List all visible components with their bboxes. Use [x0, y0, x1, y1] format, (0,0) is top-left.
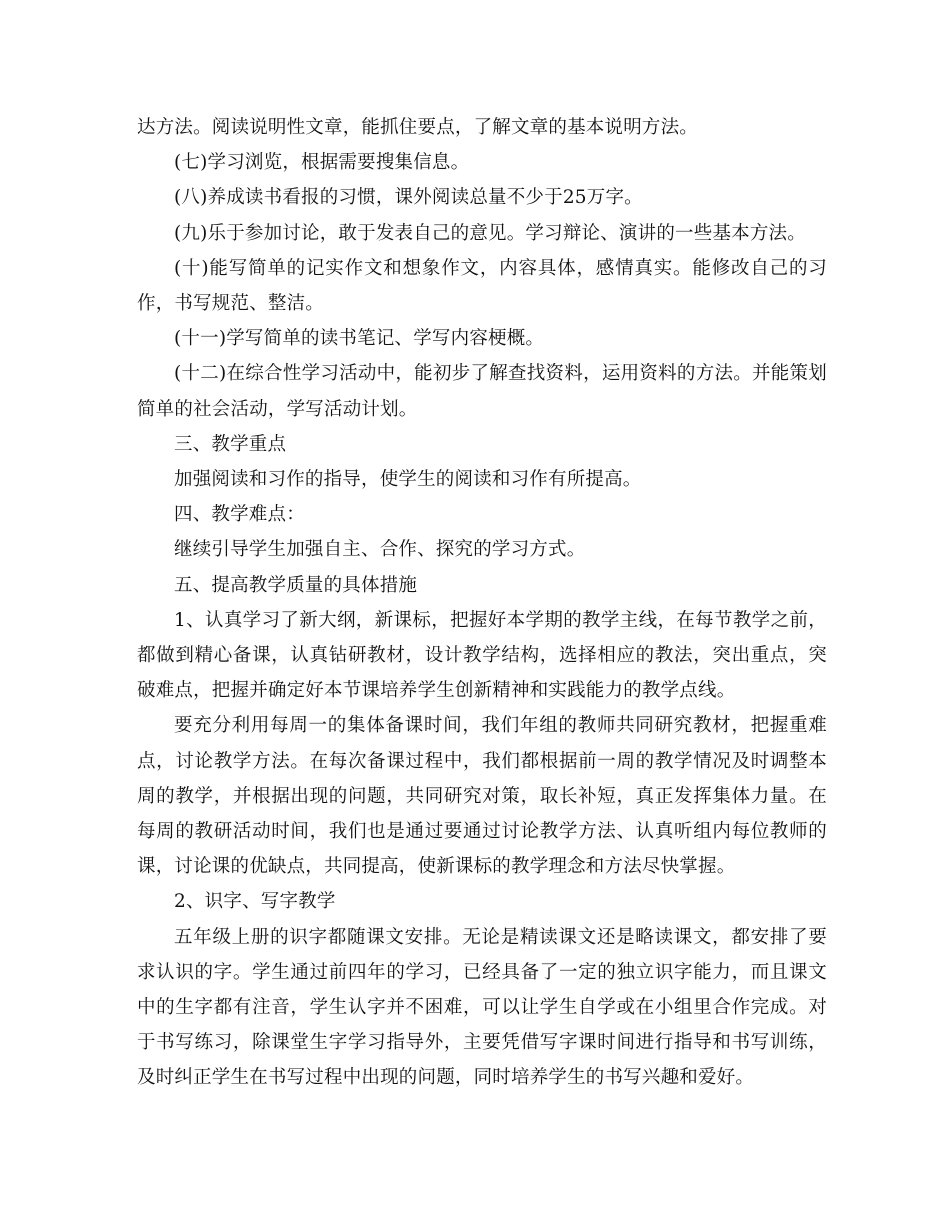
paragraph: (八)养成读书看报的习惯，课外阅读总量不少于25万字。: [174, 187, 643, 209]
paragraph: 加强阅读和习作的指导，使学生的阅读和习作有所提高。: [174, 469, 642, 491]
document-body: [137, 110, 827, 1096]
section-heading: 五、提高教学质量的具体措施: [174, 574, 418, 596]
paragraph: 达方法。阅读说明性文章，能抓住要点，了解文章的基本说明方法。: [137, 117, 699, 138]
paragraph: (十一)学写简单的读书笔记、学写内容梗概。: [174, 328, 545, 350]
paragraph: 要充分利用每周一的集体备课时间，我们年组的教师共同研究教材，把握重难点，讨论教学方法。在每次备课过程中，我们都根据前一周的教学情况及时调整本周的教学，并根据出现的问题，共同研究对策，取长补短，真正发挥集体力量。在每周的教研活动时间，我们也是通过要通过讨论教学方法、认真听组内每位教师的课，讨论课的优缺点，共同提高，使新课标的教学理念和方法尽快掌握。: [137, 715, 827, 878]
subsection-heading: 2、识字、写字教学: [174, 891, 336, 913]
section-heading: 四、教学难点：: [174, 504, 305, 526]
section-heading: 三、教学重点: [174, 433, 287, 455]
paragraph: (七)学习浏览，根据需要搜集信息。: [174, 152, 470, 174]
paragraph: 继续引导学生加强自主、合作、探究的学习方式。: [174, 539, 586, 561]
paragraph: 1、认真学习了新大纲，新课标，把握好本学期的教学主线，在每节教学之前，都做到精心备课，认真钻研教材，设计教学结构，选择相应的教法，突出重点，突破难点，把握并确定好本节课培养学生创新精神和实践能力的教学点线。: [137, 609, 827, 702]
paragraph: (十)能写简单的记实作文和想象作文，内容具体，感情真实。能修改自己的习作，书写规范、整洁。: [137, 257, 827, 315]
paragraph: 五年级上册的识字都随课文安排。无论是精读课文还是略读课文，都安排了要求认识的字。学生通过前四年的学习，已经具备了一定的独立识字能力，而且课文中的生字都有注音，学生认字并不困难，可以让学生自学或在小组里合作完成。对于书写练习，除课堂生字学习指导外，主要凭借写字课时间进行指导和书写训练，及时纠正学生在书写过程中出现的问题，同时培养学生的书写兴趣和爱好。: [137, 926, 827, 1089]
paragraph: (九)乐于参加讨论，敢于发表自己的意见。学习辩论、演讲的一些基本方法。: [174, 222, 806, 244]
paragraph: (十二)在综合性学习活动中，能初步了解查找资料，运用资料的方法。并能策划简单的社会活动，学写活动计划。: [137, 363, 827, 420]
